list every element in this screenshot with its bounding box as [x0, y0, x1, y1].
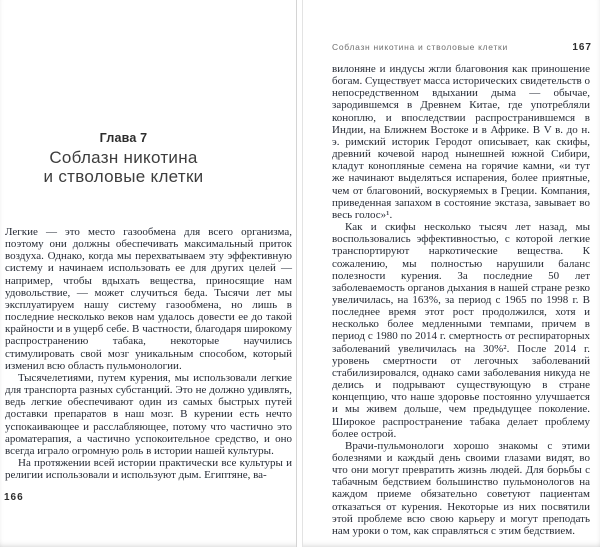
page-number-left: 166 — [4, 492, 24, 503]
chapter-title — [0, 148, 247, 186]
paragraph: Как и скифы несколько тысяч лет назад, мы воспользовались эффективностью, с которой легкие транспортируют наркотические вещества. К сожалению, мы полностью нарушили баланс полезности курения. За последние 50 лет заболеваемость органов дыхания в нашей стране резко увеличилась, на 163%, за период с 1965 по 1998 г. В последнее время этот рост продолжился, хотя и несколько более медленными темпами, причем в период с 1980 по 2014 г. смертность от респираторных заболеваний увеличилась на 30%². После 2014 г. уровень смертности от легочных заболеваний стабилизировался, однако сами заболевания никуда не делись и подрывают существующую в стране концепцию, что наше здоровье постоянно улучшается и мы живем дольше, чем предыдущее поколение. Широкое распространение табака делает проблему более острой. — [332, 221, 590, 440]
chapter-label: Глава 7 — [99, 131, 148, 145]
paragraph: Тысячелетиями, путем курения, мы использовали легкие для транспорта разных субстанций. Это не должно удивлять, ведь легкие обеспечивают один из самых быстрых путей доставки препаратов в наш мозг. В курении есть нечто успокаивающее и расслабляющее, потому что частично это ароматерапия, а частично успокоительное средство, и оно всегда играло огромную роль в истории нашей культуры. — [5, 371, 292, 457]
paragraph: вилоняне и индусы жгли благовония как приношение богам. Существует масса исторических свидетельств о непосредственном вдыхании дыма — обычае, зародившемся в Древнем Китае, где употребляли коноплю, и впоследствии распространившемся в Индии, на Ближнем Востоке и в Африке. В V в. до н. э. римский историк Геродот описывает, как скифы, древний кочевой народ нынешней южной Сибири, кладут конопляные семена на горячие камни, «и тут же начинают выделяться испарения, более приятные, чем от благовоний, воскуряемых в Греции. Компания, приведенная запахом в состояние экстаза, завывает во весь голос»¹. — [332, 63, 590, 221]
left-page-body — [5, 226, 292, 481]
chapter-heading — [0, 131, 247, 186]
paragraph: На протяжении всей истории практически все культуры и религии использовали и используют дым. Египтяне, ва- — [5, 456, 292, 482]
running-header — [332, 42, 592, 53]
page-number-right: 167 — [572, 42, 592, 53]
running-header-title: Соблазн никотина и стволовые клетки — [332, 42, 508, 52]
page-gutter-divider — [296, 0, 303, 547]
paragraph: Врачи-пульмонологи хорошо знакомы с этими болезнями и каждый день своими глазами видят, во что они могут превратить жизнь людей. Для борьбы с табачным бедствием большинство пульмонологов на каждом приеме обязательно советуют пациентам отказаться от курения. Некоторые из них посвятили этой проблеме всю свою карьеру и могут преподать нам уроки о том, как справляться с этим бедствием. — [332, 439, 590, 537]
chapter-title-line1: Соблазн никотина — [49, 148, 198, 167]
chapter-title-line2: и стволовые клетки — [43, 167, 204, 186]
page-left — [0, 0, 296, 547]
paragraph: Легкие — это место газообмена для всего организма, поэтому они должны обеспечивать максимальный приток воздуха. Однако, когда мы перехватываем эту эффективную систему и начинаем использовать ее для других целей — например, чтобы вдыхать вещества, приносящие нам удовольствие, — может случиться беда. Тысячи лет мы эксплуатируем нашу систему газообмена, но лишь в последние несколько веков нам удалось довести ее до такой крайности и в ущерб себе. В частности, благодаря широкому распространению табака, некоторые научились стимулировать свой мозг уникальным способом, который изменил всю область пульмонологии. — [5, 226, 292, 372]
right-page-body — [332, 63, 590, 537]
page-right — [302, 0, 600, 547]
